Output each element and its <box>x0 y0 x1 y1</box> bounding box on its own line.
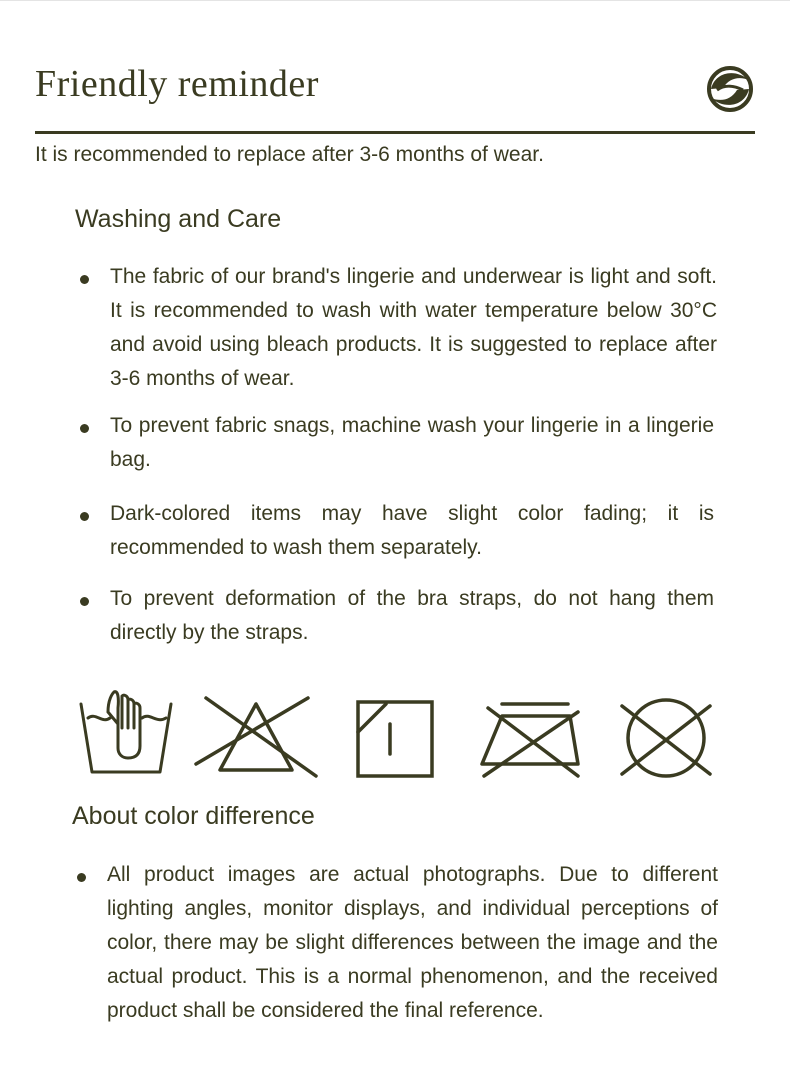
bullet-dot <box>80 597 89 606</box>
list-item: To prevent deformation of the bra straps, do not hang them directly by the straps. <box>110 582 714 650</box>
list-item: Dark-colored items may have slight color fading; it is recommended to wash them separately. <box>110 497 714 565</box>
list-item: The fabric of our brand's lingerie and underwear is light and soft. It is recommended to wash with water temperature below 30°C and avoid using bleach products. It is suggested to replace after 3-6 months of wear. <box>110 260 717 396</box>
washing-care-list <box>0 260 717 650</box>
dry-flat-icon <box>356 688 436 780</box>
do-not-iron-icon <box>478 688 588 780</box>
header-divider <box>35 131 755 134</box>
bullet-dot <box>80 512 89 521</box>
list-item: To prevent fabric snags, machine wash your lingerie in a lingerie bag. <box>110 409 714 477</box>
list-item: All product images are actual photographs. Due to different lighting angles, monitor displays, and individual perceptions of color, there may be slight differences between the image and the actual product. This is a normal phenomenon, and the received product shall be considered the final reference. <box>107 858 718 1028</box>
do-not-tumble-dry-icon <box>618 688 714 780</box>
washing-care-heading: Washing and Care <box>75 205 282 233</box>
hand-wash-icon <box>78 688 174 780</box>
page-title: Friendly reminder <box>35 63 319 105</box>
color-difference-list <box>0 858 718 1028</box>
top-divider <box>0 0 790 1</box>
replacement-notice: It is recommended to replace after 3-6 months of wear. <box>35 143 544 166</box>
do-not-bleach-icon <box>192 688 320 780</box>
bullet-dot <box>80 275 89 284</box>
care-symbols <box>78 688 718 780</box>
color-difference-heading: About color difference <box>72 802 315 830</box>
bullet-dot <box>77 873 86 882</box>
brand-leaf-logo <box>705 64 755 114</box>
bullet-dot <box>80 424 89 433</box>
